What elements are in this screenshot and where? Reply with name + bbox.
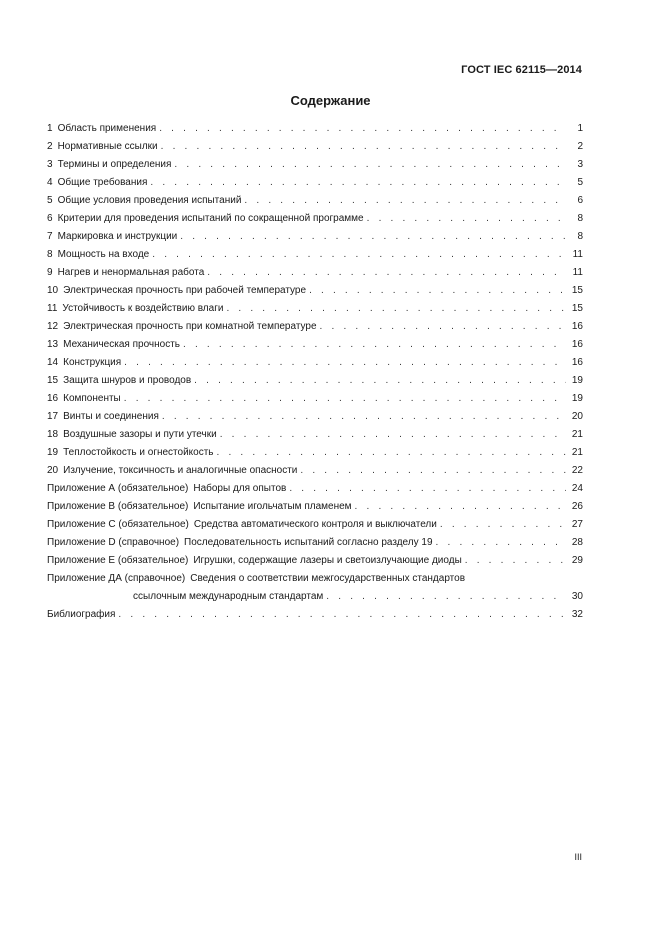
toc-entry-page: 19	[571, 393, 583, 404]
toc-entry-label: Теплостойкость и огнестойкость	[63, 447, 214, 458]
toc-entry[interactable]	[47, 192, 583, 210]
toc-entry-label: Излучение, токсичность и аналогичные опасности	[63, 465, 298, 476]
toc-entry-label: Устойчивость к воздействию влаги	[62, 303, 224, 314]
toc-entry-number: 2	[47, 141, 53, 152]
toc-entry[interactable]	[47, 138, 583, 156]
toc-entry-page: 21	[571, 429, 583, 440]
toc-leader-dots	[326, 588, 566, 606]
toc-entry-page: 15	[571, 285, 583, 296]
document-header: ГОСТ IEC 62115—2014	[461, 64, 582, 76]
toc-leader-dots	[300, 462, 566, 480]
toc-entry-second-line	[47, 588, 583, 606]
toc-leader-dots	[440, 516, 566, 534]
toc-leader-dots	[220, 426, 566, 444]
toc-entry-number: 14	[47, 357, 59, 368]
toc-entry-page: 5	[577, 177, 583, 188]
toc-entry-page: 16	[571, 321, 583, 332]
toc-entry-bibliography[interactable]	[47, 606, 583, 624]
toc-entry[interactable]	[47, 228, 583, 246]
toc-entry-page: 8	[577, 231, 583, 242]
toc-entry[interactable]	[47, 534, 583, 552]
toc-entry-label: Мощность на входе	[57, 249, 150, 260]
toc-leader-dots	[207, 264, 566, 282]
toc-entry-number: 9	[47, 267, 53, 278]
toc-entry[interactable]	[47, 480, 583, 498]
toc-entry-number: Приложение D (справочное)	[47, 537, 180, 548]
toc-entry[interactable]	[47, 462, 583, 480]
toc-entry-number: 8	[47, 249, 53, 260]
toc-entry-number: 1	[47, 123, 53, 134]
toc-entry-label-continued: ссылочным международным стандартам	[133, 591, 324, 602]
toc-entry-number: 10	[47, 285, 59, 296]
toc-entry[interactable]	[47, 210, 583, 228]
toc-entry[interactable]	[47, 516, 583, 534]
toc-entry[interactable]	[47, 390, 583, 408]
toc-entry-page: 26	[571, 501, 583, 512]
toc-entry[interactable]	[47, 156, 583, 174]
toc-leader-dots	[465, 552, 566, 570]
toc-entry-page: 16	[571, 339, 583, 350]
toc-leader-dots	[152, 246, 566, 264]
toc-entry[interactable]	[47, 372, 583, 390]
toc-entry-label: Воздушные зазоры и пути утечки	[63, 429, 217, 440]
toc-entry[interactable]	[47, 354, 583, 372]
toc-entry-page: 21	[571, 447, 583, 458]
toc-entry-number: Приложение ДА (справочное)	[47, 573, 186, 584]
toc-entry[interactable]	[47, 498, 583, 516]
toc-entry-page: 1	[577, 123, 583, 134]
toc-entry-label: Сведения о соответствии межгосударственных стандартов	[190, 573, 466, 584]
toc-entry[interactable]	[47, 336, 583, 354]
toc-leader-dots	[244, 192, 566, 210]
toc-entry-page: 2	[577, 141, 583, 152]
toc-leader-dots	[355, 498, 566, 516]
toc-entry-number: 16	[47, 393, 59, 404]
toc-entry-number: 3	[47, 159, 53, 170]
toc-leader-dots	[159, 120, 566, 138]
table-of-contents	[47, 120, 583, 624]
toc-entry-label: Нормативные ссылки	[57, 141, 158, 152]
toc-entry-label: Компоненты	[63, 393, 121, 404]
toc-leader-dots	[150, 174, 566, 192]
toc-entry-label: Защита шнуров и проводов	[63, 375, 192, 386]
toc-entry[interactable]	[47, 120, 583, 138]
toc-entry-number: 6	[47, 213, 53, 224]
toc-leader-dots	[161, 138, 566, 156]
toc-entry-number: 11	[47, 303, 58, 314]
toc-entry-number: 15	[47, 375, 59, 386]
toc-entry-label: Игрушки, содержащие лазеры и светоизлучающие диоды	[193, 555, 462, 566]
toc-entry-first-line	[47, 570, 583, 588]
toc-entry-label: Область применения	[57, 123, 157, 134]
toc-entry-number: 17	[47, 411, 59, 422]
toc-leader-dots	[320, 318, 566, 336]
toc-entry-number: 5	[47, 195, 53, 206]
toc-leader-dots	[436, 534, 566, 552]
toc-title: Содержание	[290, 93, 371, 108]
toc-entry-page: 16	[571, 357, 583, 368]
toc-entry-number: Приложение А (обязательное)	[47, 483, 189, 494]
toc-entry-page: 15	[571, 303, 583, 314]
toc-entry-label: Наборы для опытов	[193, 483, 287, 494]
page-number: III	[574, 852, 582, 862]
toc-entry-label: Маркировка и инструкции	[57, 231, 178, 242]
toc-list	[47, 120, 583, 570]
toc-entry-annex-da[interactable]	[47, 570, 583, 606]
toc-leader-dots	[183, 336, 566, 354]
toc-entry-label: Конструкция	[63, 357, 122, 368]
toc-leader-dots	[226, 300, 566, 318]
toc-entry-label: Общие условия проведения испытаний	[57, 195, 242, 206]
toc-leader-dots	[309, 282, 566, 300]
toc-entry-label: Общие требования	[57, 177, 148, 188]
toc-leader-dots	[180, 228, 566, 246]
toc-entry-label: Электрическая прочность при рабочей температуре	[63, 285, 307, 296]
toc-entry-page: 28	[571, 537, 583, 548]
toc-entry-label: Средства автоматического контроля и выключатели	[193, 519, 437, 530]
toc-entry-label: Критерии для проведения испытаний по сокращенной программе	[57, 213, 364, 224]
toc-entry-label: Термины и определения	[57, 159, 172, 170]
toc-entry-page: 29	[571, 555, 583, 566]
toc-entry[interactable]	[47, 408, 583, 426]
toc-entry-number: 19	[47, 447, 59, 458]
toc-entry[interactable]	[47, 282, 583, 300]
toc-leader-dots	[162, 408, 566, 426]
toc-entry-number: 20	[47, 465, 59, 476]
toc-entry-label: Нагрев и ненормальная работа	[57, 267, 205, 278]
toc-leader-dots	[194, 372, 566, 390]
toc-entry-label: Испытание игольчатым пламенем	[193, 501, 352, 512]
toc-entry-page: 27	[571, 519, 583, 530]
toc-entry-number: Приложение С (обязательное)	[47, 519, 189, 530]
toc-entry-page: 11	[572, 267, 583, 278]
toc-entry-label: Винты и соединения	[63, 411, 159, 422]
toc-entry[interactable]	[47, 426, 583, 444]
toc-entry[interactable]	[47, 264, 583, 282]
toc-leader-dots	[124, 354, 566, 372]
toc-entry-page: 3	[577, 159, 583, 170]
toc-entry[interactable]	[47, 444, 583, 462]
toc-entry-page: 20	[571, 411, 583, 422]
toc-entry-page: 11	[572, 249, 583, 260]
toc-entry-page: 24	[571, 483, 583, 494]
toc-entry-label: Механическая прочность	[63, 339, 180, 350]
toc-entry-number: 4	[47, 177, 53, 188]
toc-entry-label: Электрическая прочность при комнатной температуре	[63, 321, 317, 332]
toc-entry-label: Библиография	[47, 609, 116, 620]
toc-entry-number: 12	[47, 321, 59, 332]
toc-entry[interactable]	[47, 552, 583, 570]
toc-leader-dots	[124, 390, 566, 408]
toc-entry[interactable]	[47, 318, 583, 336]
toc-entry-page: 6	[577, 195, 583, 206]
toc-entry-number: Приложение В (обязательное)	[47, 501, 189, 512]
toc-entry-number: 13	[47, 339, 59, 350]
toc-entry-label: Последовательность испытаний согласно разделу 19	[184, 537, 433, 548]
toc-entry-page: 32	[571, 609, 583, 620]
toc-leader-dots	[367, 210, 566, 228]
toc-leader-dots	[217, 444, 566, 462]
toc-entry-number: 18	[47, 429, 59, 440]
toc-leader-dots	[289, 480, 566, 498]
toc-entry[interactable]	[47, 246, 583, 264]
toc-entry-page: 19	[571, 375, 583, 386]
toc-entry-page: 22	[571, 465, 583, 476]
toc-entry-number: 7	[47, 231, 53, 242]
toc-entry[interactable]	[47, 300, 583, 318]
toc-entry-page: 8	[577, 213, 583, 224]
toc-entry[interactable]	[47, 174, 583, 192]
toc-entry-page: 30	[571, 591, 583, 602]
toc-entry-number: Приложение Е (обязательное)	[47, 555, 189, 566]
toc-leader-dots	[174, 156, 566, 174]
toc-leader-dots	[118, 606, 566, 624]
